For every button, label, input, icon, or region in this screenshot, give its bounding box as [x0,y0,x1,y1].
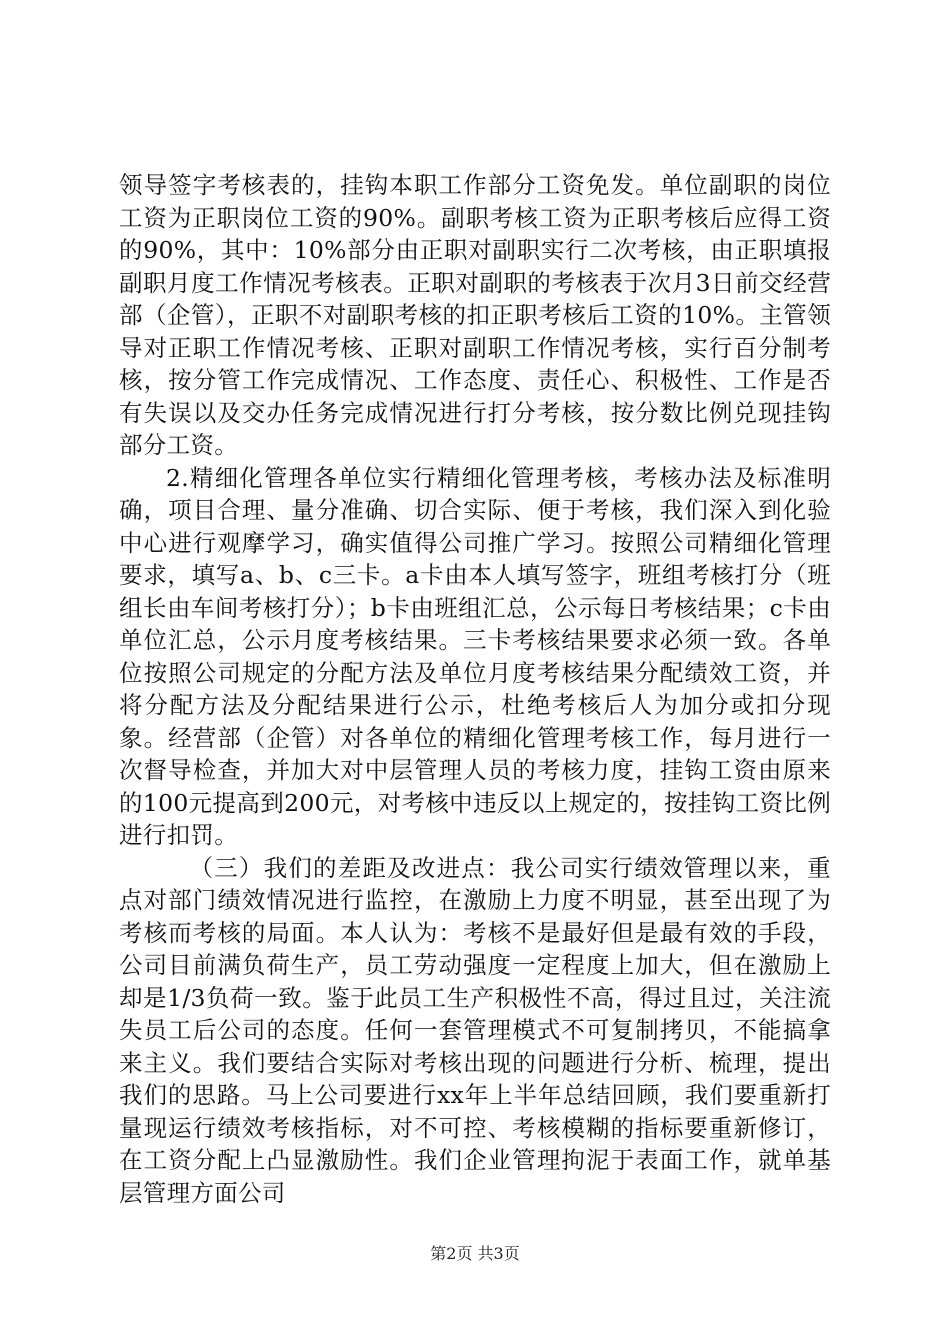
paragraph-wage-assessment: 领导签字考核表的，挂钩本职工作部分工资免发。单位副职的岗位工资为正职岗位工资的90%。副职考核工资为正职考核后应得工资的90%，其中：10%部分由正职对副职实行二次考核，由正职填报副职月度工作情况考核表。正职对副职的考核表于次月3日前交经营部（企管），正职不对副职考核的扣正职考核后工资的10%。主管领导对正职工作情况考核、正职对副职工作情况考核，实行百分制考核，按分管工作完成情况、工作态度、责任心、积极性、工作是否有失误以及交办任务完成情况进行打分考核，按分数比例兑现挂钩部分工资。 [119,171,831,459]
document-body [119,169,831,1209]
page-footer: 第2页 共3页 [430,1244,520,1263]
paragraph-fine-management: 2.精细化管理各单位实行精细化管理考核，考核办法及标准明确，项目合理、量分准确、切合实际、便于考核，我们深入到化验中心进行观摩学习，确实值得公司推广学习。按照公司精细化管理要求，填写a、b、c三卡。a卡由本人填写签字，班组考核打分（班组长由车间考核打分）；b卡由班组汇总，公示每日考核结果；c卡由单位汇总，公示月度考核结果。三卡考核结果要求必须一致。各单位按照公司规定的分配方法及单位月度考核结果分配绩效工资，并将分配方法及分配结果进行公示，杜绝考核后人为加分或扣分现象。经营部（企管）对各单位的精细化管理考核工作，每月进行一次督导检查，并加大对中层管理人员的考核力度，挂钩工资由原来的100元提高到200元，对考核中违反以上规定的，按挂钩工资比例进行扣罚。 [119,463,831,849]
paragraph-gaps-improvements: （三）我们的差距及改进点：我公司实行绩效管理以来，重点对部门绩效情况进行监控，在激励上力度不明显，甚至出现了为考核而考核的局面。本人认为：考核不是最好但是最有效的手段，公司目前满负荷生产，员工劳动强度一定程度上加大，但在激励上却是1/3负荷一致。鉴于此员工生产积极性不高，得过且过，关注流失员工后公司的态度。任何一套管理模式不可复制拷贝，不能搞拿来主义。我们要结合实际对考核出现的问题进行分析、梳理，提出我们的思路。马上公司要进行xx年上半年总结回顾，我们要重新打量现运行绩效考核指标，对不可控、考核模糊的指标要重新修订，在工资分配上凸显激励性。我们企业管理拘泥于表面工作，就单基层管理方面公司 [119,853,831,1207]
